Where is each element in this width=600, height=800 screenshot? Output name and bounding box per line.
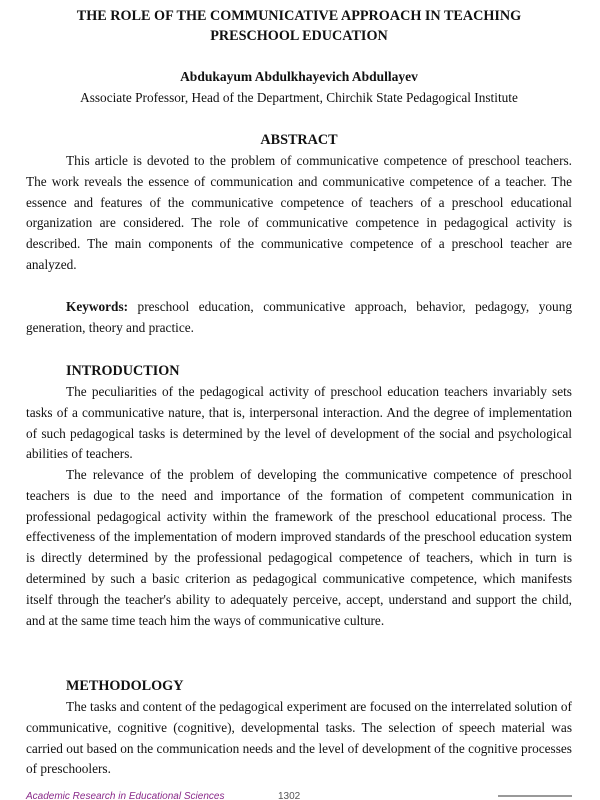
footer-journal-name: Academic Research in Educational Sciences [26,791,225,800]
methodology-heading: METHODOLOGY [66,678,184,694]
abstract-text: This article is devoted to the problem of communicative competence of preschool teachers. The work reveals the essence of communication and communicative competence of a teacher. The essence and features of the communicative competence of teachers of a preschool educational organization are considered. The role of communicative competence in pedagogical activity is described. The main components of the communicative competence of a preschool teacher are analyzed. [26,153,572,272]
paper-title-line-1: THE ROLE OF THE COMMUNICATIVE APPROACH IN TEACHING [76,8,522,24]
author-affiliation: Associate Professor, Head of the Department, Chirchik State Pedagogical Institute [80,90,518,105]
paper-page [26,0,572,800]
methodology-paragraph-1: The tasks and content of the pedagogical experiment are focused on the interrelated solution of communicative, cognitive (cognitive), developmental tasks. The selection of speech material was carried out based on the communication needs and the level of development of the cognitive processes of preschoolers. [26,699,572,777]
abstract-heading: ABSTRACT [260,132,338,148]
introduction-paragraph-1: The peculiarities of the pedagogical activity of preschool education teachers invariably sets tasks of a communicative nature, that is, interpersonal interaction. And the degree of implementation of such pedagogical tasks is determined by the level of development of the social and psychological abilities of teachers. [26,384,572,462]
footer-page-number: 1302 [278,791,301,800]
author-name: Abdukayum Abdulkhayevich Abdullayev [180,69,418,84]
paper-title [26,6,572,46]
page-footer [0,791,600,800]
paper-title-line-2: PRESCHOOL EDUCATION [210,28,388,44]
footer-rule [498,795,572,797]
keywords-text: preschool education, communicative approach, behavior, pedagogy, young generation, theory and practice. [26,299,572,335]
introduction-heading: INTRODUCTION [66,363,180,379]
keywords-paragraph [26,297,572,339]
keywords-label: Keywords: [66,299,129,314]
introduction-paragraph-2: The relevance of the problem of developing the communicative competence of preschool teachers is due to the need and importance of the formation of competent communication in professional pedagogical activity within the framework of the preschool educational process. The effectiveness of the implementation of modern improved standards of the preschool education system is directly determined by the professional pedagogical competence of teachers, which in turn is determined by such a basic criterion as pedagogical communicative competence, which manifests itself through the teacher's ability to adequately perceive, accept, understand and support the child, and at the same time teach him the ways of communicative culture. [26,467,572,628]
